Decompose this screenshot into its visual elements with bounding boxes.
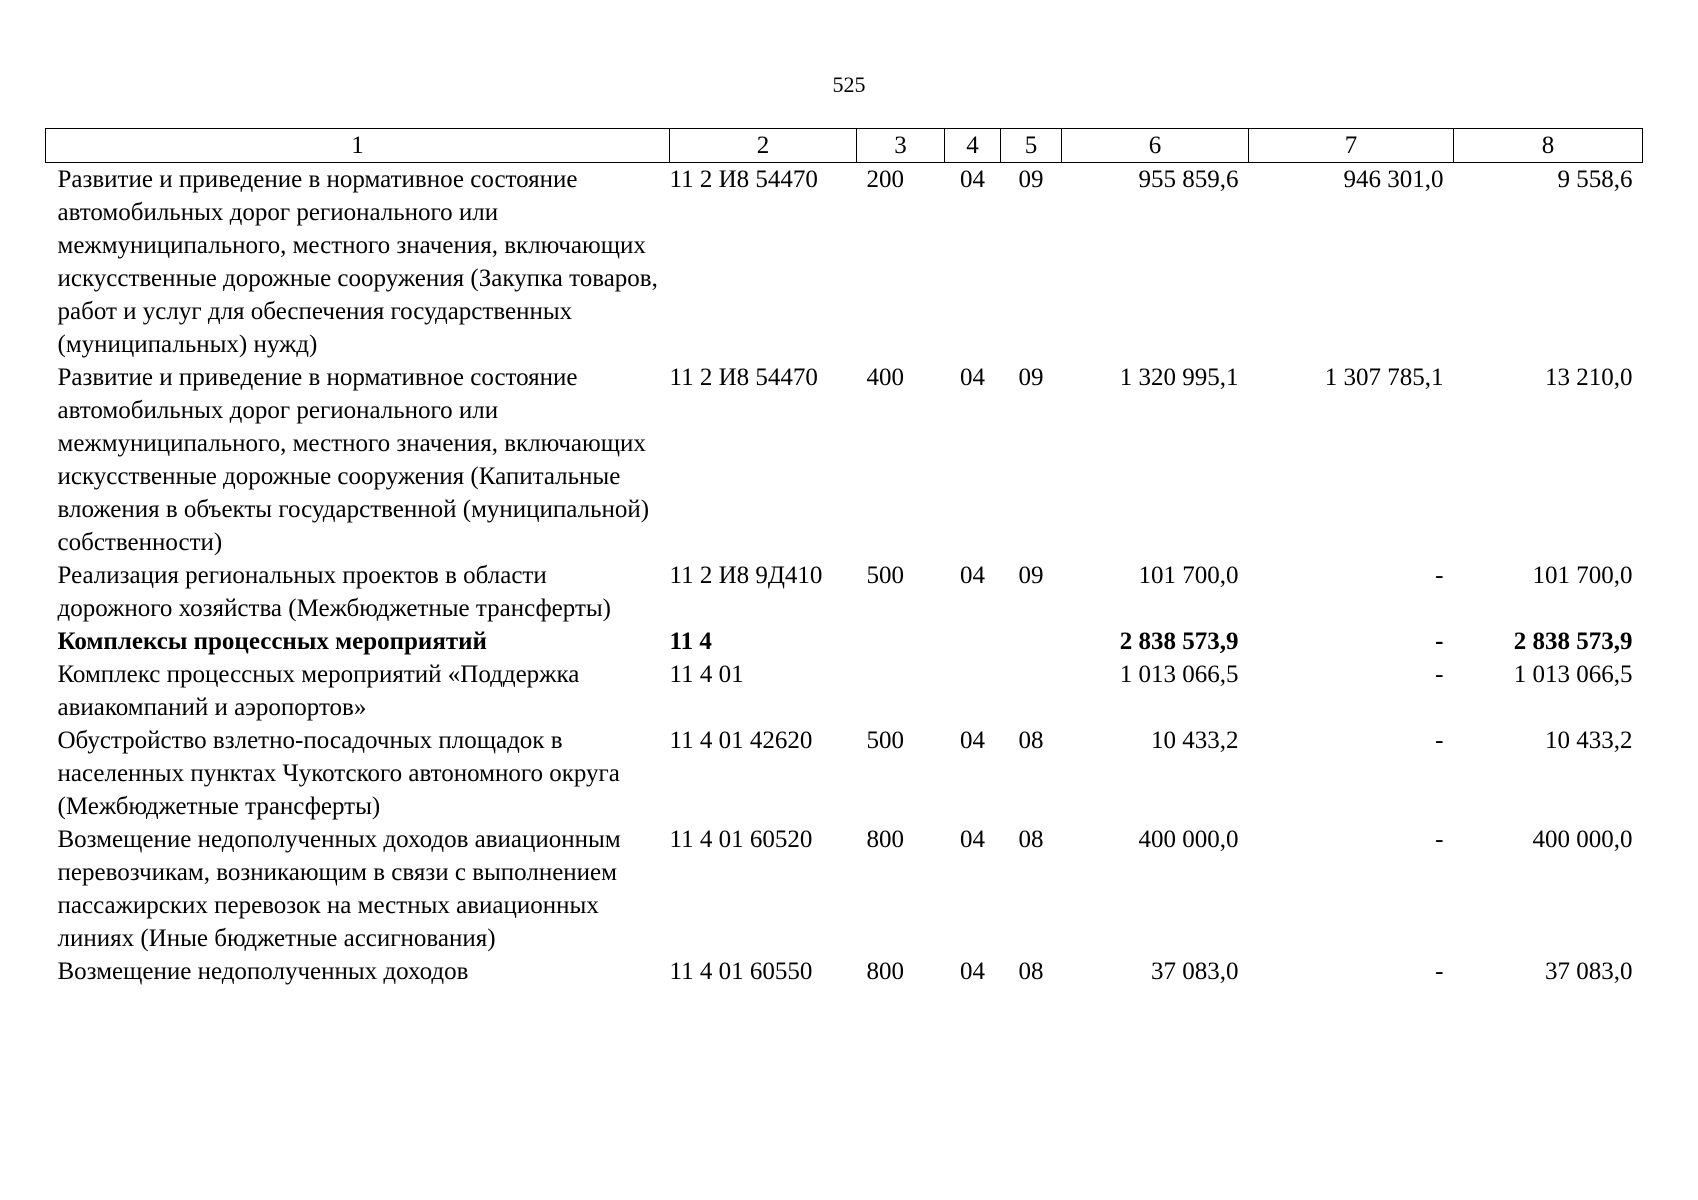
row-section — [945, 625, 1001, 658]
column-header: 1 — [46, 129, 670, 163]
row-subsection: 09 — [1018, 364, 1044, 391]
row-code: 11 4 01 42620 — [669, 727, 813, 754]
row-code: 11 4 — [669, 628, 712, 655]
row-code: 11 2 И8 9Д410 — [669, 562, 823, 589]
row-section: 04 — [960, 727, 985, 754]
column-header: 7 — [1249, 129, 1454, 163]
row-regional: 2 838 573,9 — [1513, 628, 1633, 655]
table-row — [46, 823, 1643, 955]
row-expense-type: 200 — [866, 166, 904, 193]
row-regional: 101 700,0 — [1532, 562, 1633, 589]
row-federal: - — [1435, 661, 1444, 688]
row-name: Комплексы процессных мероприятий — [57, 628, 487, 655]
table-row — [46, 955, 1643, 988]
column-header: 8 — [1454, 129, 1643, 163]
row-subsection: 08 — [1018, 727, 1044, 754]
row-federal: - — [1435, 826, 1444, 853]
row-subsection: 09 — [1018, 166, 1044, 193]
row-name: Возмещение недополученных доходов авиационным перевозчикам, возникающим в связи с выполнением пассажирских перевозок на местных авиационных линиях (Иные бюджетные ассигнования) — [57, 826, 621, 952]
row-total: 101 700,0 — [1138, 562, 1239, 589]
row-name: Развитие и приведение в нормативное состояние автомобильных дорог регионального или межмуниципального, местного значения, включающих искусственные дорожные сооружения (Капитальные вложения в объекты государственной (муниципальной) собственности) — [57, 364, 650, 556]
row-federal: - — [1435, 562, 1444, 589]
row-regional: 400 000,0 — [1532, 826, 1633, 853]
table-row — [46, 361, 1643, 559]
row-expense-type — [857, 625, 945, 658]
row-subsection — [1001, 625, 1062, 658]
row-subsection: 08 — [1018, 826, 1044, 853]
row-total: 400 000,0 — [1138, 826, 1239, 853]
row-expense-type: 500 — [866, 727, 904, 754]
row-regional: 13 210,0 — [1545, 364, 1633, 391]
row-code: 11 4 01 60520 — [669, 826, 813, 853]
row-subsection: 09 — [1018, 562, 1044, 589]
row-name: Развитие и приведение в нормативное состояние автомобильных дорог регионального или межмуниципального, местного значения, включающих искусственные дорожные сооружения (Закупка товаров, работ и услуг для обеспечения государственных (муниципальных) нужд) — [57, 166, 658, 358]
row-regional: 37 083,0 — [1545, 958, 1633, 985]
row-regional: 9 558,6 — [1557, 166, 1633, 193]
column-header: 4 — [945, 129, 1001, 163]
row-expense-type: 800 — [866, 958, 904, 985]
row-federal: - — [1435, 958, 1444, 985]
row-federal: 1 307 785,1 — [1324, 364, 1444, 391]
row-federal: 946 301,0 — [1343, 166, 1444, 193]
row-code: 11 4 01 60550 — [669, 958, 813, 985]
header-row — [46, 129, 1643, 163]
row-total: 1 013 066,5 — [1119, 661, 1239, 688]
row-total: 2 838 573,9 — [1119, 628, 1239, 655]
row-subsection: 08 — [1018, 958, 1044, 985]
budget-table — [45, 128, 1643, 988]
row-section — [945, 658, 1001, 724]
row-federal: - — [1435, 628, 1444, 655]
row-section: 04 — [960, 364, 985, 391]
row-section: 04 — [960, 562, 985, 589]
column-header: 5 — [1001, 129, 1062, 163]
table-row-subtotal — [46, 625, 1643, 658]
row-expense-type: 400 — [866, 364, 904, 391]
row-expense-type — [857, 658, 945, 724]
column-header: 3 — [857, 129, 945, 163]
table-row — [46, 559, 1643, 625]
row-total: 955 859,6 — [1138, 166, 1239, 193]
column-header: 2 — [670, 129, 857, 163]
row-expense-type: 800 — [866, 826, 904, 853]
table-row — [46, 658, 1643, 724]
row-regional: 1 013 066,5 — [1513, 661, 1633, 688]
row-section: 04 — [960, 826, 985, 853]
row-total: 37 083,0 — [1151, 958, 1239, 985]
row-expense-type: 500 — [866, 562, 904, 589]
page-number: 525 — [832, 72, 866, 97]
row-regional: 10 433,2 — [1545, 727, 1633, 754]
row-section: 04 — [960, 166, 985, 193]
row-name: Возмещение недополученных доходов — [57, 958, 469, 985]
row-total: 10 433,2 — [1151, 727, 1239, 754]
column-header: 6 — [1062, 129, 1249, 163]
row-name: Комплекс процессных мероприятий «Поддержка авиакомпаний и аэропортов» — [57, 661, 580, 721]
table-row — [46, 163, 1643, 362]
table-row — [46, 724, 1643, 823]
row-name: Обустройство взлетно-посадочных площадок в населенных пунктах Чукотского автономного округа (Межбюджетные трансферты) — [57, 727, 620, 820]
row-code: 11 2 И8 54470 — [669, 166, 818, 193]
row-name: Реализация региональных проектов в области дорожного хозяйства (Межбюджетные трансферты) — [57, 562, 611, 622]
row-federal: - — [1435, 727, 1444, 754]
row-code: 11 4 01 — [669, 661, 744, 688]
row-code: 11 2 И8 54470 — [669, 364, 818, 391]
row-subsection — [1001, 658, 1062, 724]
row-total: 1 320 995,1 — [1119, 364, 1239, 391]
row-section: 04 — [960, 958, 985, 985]
